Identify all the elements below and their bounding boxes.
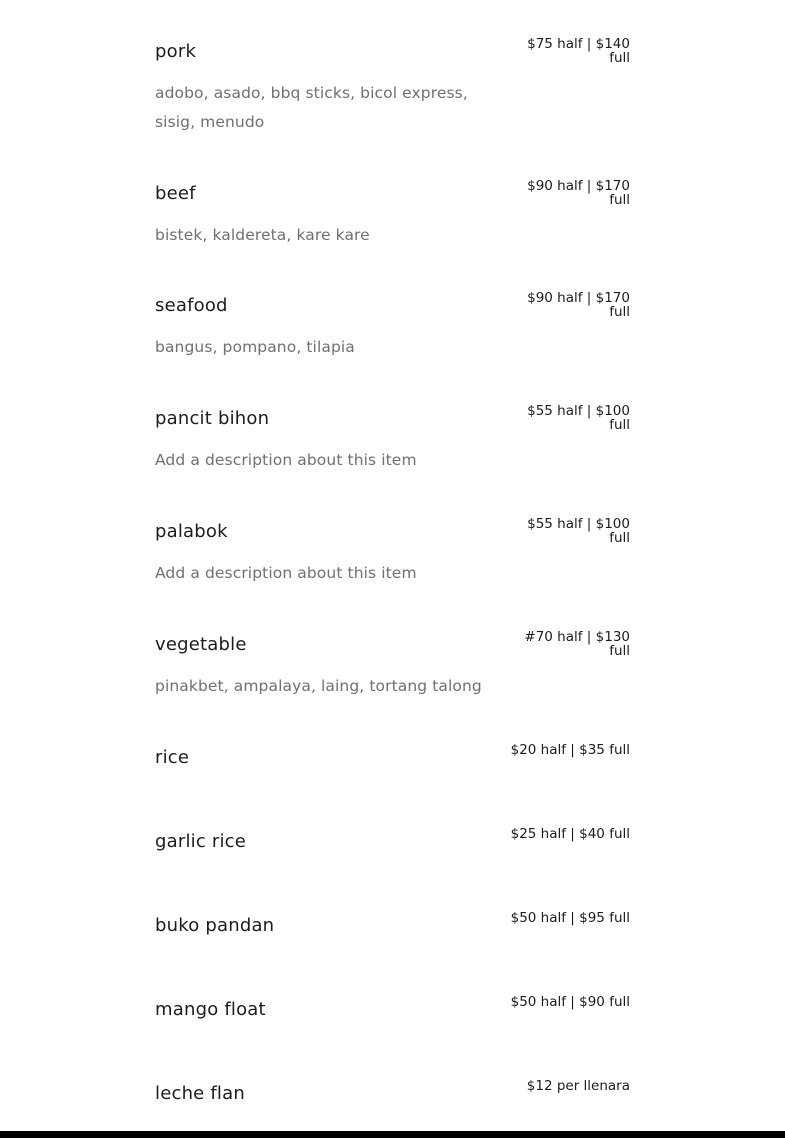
item-description: adobo, asado, bbq sticks, bicol express, sisig, menudo — [155, 84, 468, 131]
item-price: $55 half | $100 full — [527, 516, 630, 546]
item-name: garlic rice — [155, 831, 247, 852]
item-description: Add a description about this item — [155, 564, 417, 582]
item-name: seafood — [155, 295, 228, 316]
item-price: $90 half | $170 full — [527, 178, 630, 208]
item-price: $90 half | $170 full — [527, 290, 630, 320]
item-name: vegetable — [155, 634, 247, 655]
item-description: pinakbet, ampalaya, laing, tortang talong — [155, 677, 482, 695]
item-price: $20 half | $35 full — [510, 742, 630, 758]
item-price: #70 half | $130 full — [524, 629, 630, 659]
item-name: beef — [155, 183, 196, 204]
item-name: palabok — [155, 521, 228, 542]
item-name: leche flan — [155, 1083, 245, 1104]
item-name: pork — [155, 41, 197, 62]
item-price: $25 half | $40 full — [510, 826, 630, 842]
item-price: $55 half | $100 full — [527, 403, 630, 433]
item-name: buko pandan — [155, 915, 275, 936]
item-name: mango float — [155, 999, 266, 1020]
item-description: bistek, kaldereta, kare kare — [155, 226, 370, 244]
item-name: rice — [155, 747, 190, 768]
item-price: $12 per llenara — [526, 1078, 630, 1094]
item-price: $75 half | $140 full — [527, 36, 630, 66]
item-name: pancit bihon — [155, 408, 270, 429]
bottom-bar — [0, 1131, 785, 1138]
item-price: $50 half | $95 full — [510, 910, 630, 926]
item-price: $50 half | $90 full — [510, 994, 630, 1010]
item-description: bangus, pompano, tilapia — [155, 338, 355, 356]
item-description: Add a description about this item — [155, 451, 417, 469]
